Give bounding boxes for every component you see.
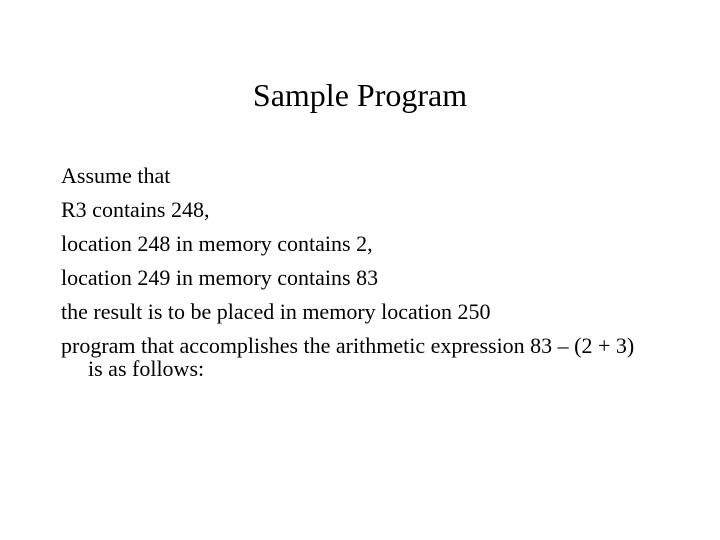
slide-title: Sample Program [252, 77, 468, 113]
slide-body [61, 159, 711, 381]
body-line-result: the result is to be placed in memory location 250 [61, 299, 491, 324]
body-line-program-continuation: is as follows: [88, 356, 205, 381]
body-line-location-249: location 249 in memory contains 83 [61, 265, 379, 290]
body-line-location-248: location 248 in memory contains 2, [61, 231, 373, 256]
body-line-r3: R3 contains 248, [61, 197, 210, 222]
body-line-program: program that accomplishes the arithmetic expression 83 – (2 + 3) [61, 333, 635, 358]
body-line-assume: Assume that [61, 163, 171, 188]
